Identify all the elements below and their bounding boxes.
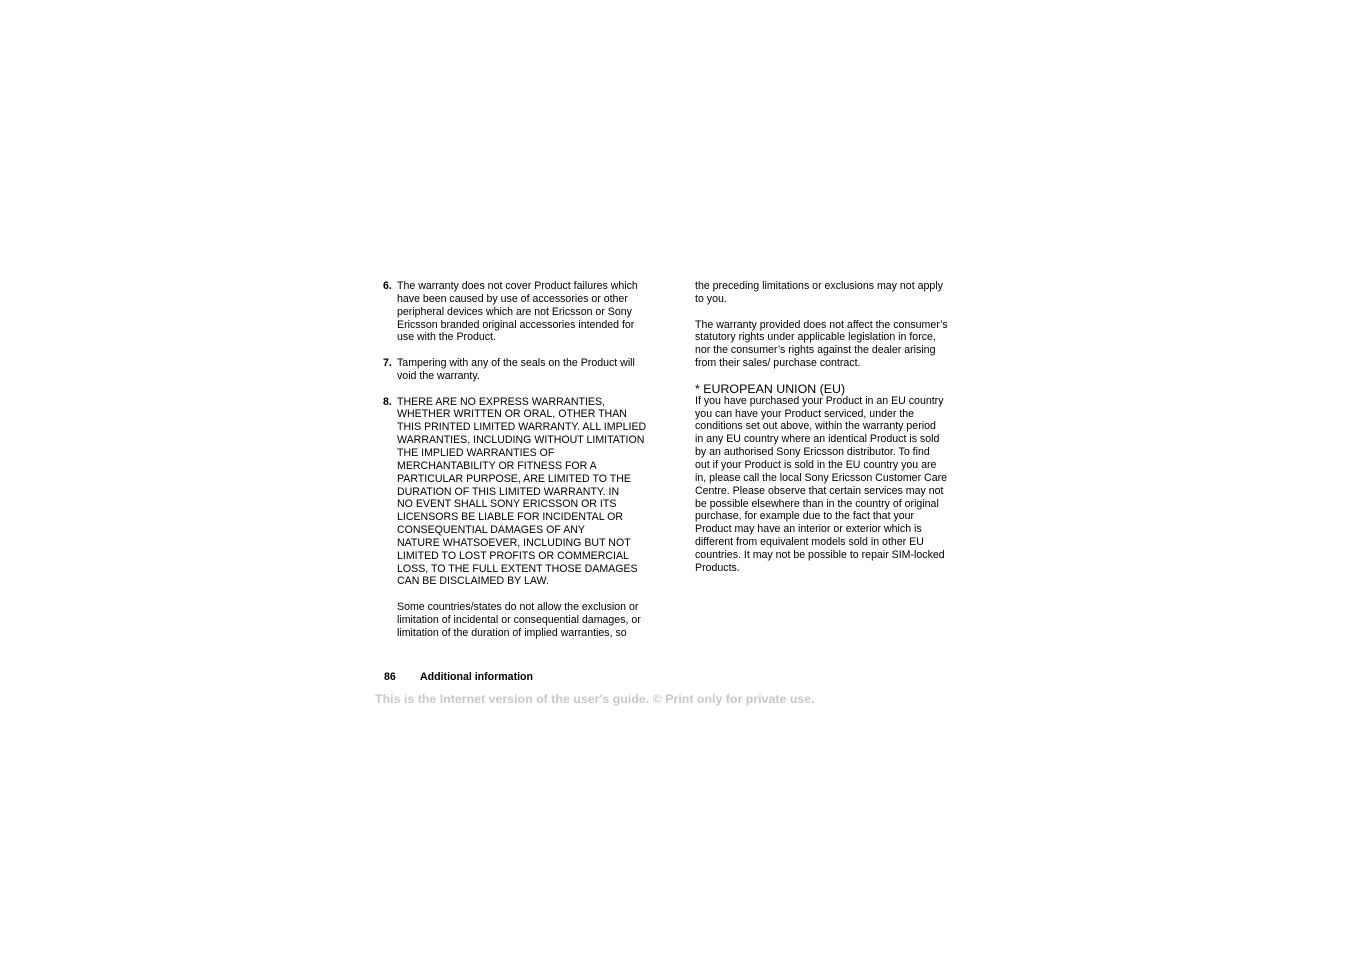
watermark-notice: This is the Internet version of the user's guide. © Print only for private use. — [375, 692, 815, 706]
statutory-rights-paragraph: The warranty provided does not affect the consumer’s statutory rights under applicable legislation in force, nor the consumer’s rights against the dealer arising from their sales/ purchase contract. — [695, 318, 948, 370]
right-column — [695, 280, 970, 587]
warranty-item-7 — [383, 357, 668, 383]
limitations-paragraph: Some countries/states do not allow the exclusion or limitation of incidental or consequential damages, or limitation of the duration of implied warranties, so — [397, 601, 641, 639]
page-footer — [384, 671, 533, 683]
item-number: 6. — [383, 280, 392, 292]
left-column — [383, 280, 668, 652]
item-text: Tampering with any of the seals on the Product will void the warranty. — [397, 357, 635, 382]
limitations-continuation: the preceding limitations or exclusions may not apply to you. — [695, 280, 943, 305]
eu-paragraph: If you have purchased your Product in an EU country you can have your Product serviced, under the conditions set out above, within the warranty period in any EU country where an identical Product is sold by an authorised Sony Ericsson distributor. To find out if your Product is sold in the EU country you are in, please call the local Sony Ericsson Customer Care Centre. Please observe that certain services may not be possible elsewhere than in the country of original purchase, for example due to the fact that your Product may have an interior or exterior which is different from equivalent models sold in other EU countries. It may not be possible to repair SIM-locked Products. — [695, 394, 948, 574]
eu-heading: * EUROPEAN UNION (EU) — [695, 381, 846, 396]
item-text: The warranty does not cover Product failures which have been caused by use of accessories or other peripheral devices which are not Ericsson or Sony Ericsson branded original accessories intended for use with the Product. — [397, 280, 638, 344]
section-title: Additional information — [420, 671, 533, 683]
warranty-item-8 — [383, 396, 668, 589]
item-number: 7. — [383, 357, 392, 370]
item-text: THERE ARE NO EXPRESS WARRANTIES, WHETHER WRITTEN OR ORAL, OTHER THAN THIS PRINTED LIMITED WARRANTY. ALL IMPLIED WARRANTIES, INCLUDING WITHOUT LIMITATION THE IMPLIED WARRANTIES OF MERCHANTABILITY OR FITNESS FOR A PARTICULAR PURPOSE, ARE LIMITED TO THE DURATION OF THIS LIMITED WARRANTY. IN NO EVENT SHALL SONY ERICSSON OR ITS LICENSORS BE LIABLE FOR INCIDENTAL OR CONSEQUENTIAL DAMAGES OF ANY NATURE WHATSOEVER, INCLUDING BUT NOT LIMITED TO LOST PROFITS OR COMMERCIAL LOSS, TO THE FULL EXTENT THOSE DAMAGES CAN BE DISCLAIMED BY LAW. — [397, 395, 647, 588]
warranty-item-6 — [383, 280, 668, 344]
item-number: 8. — [383, 395, 392, 408]
page-number: 86 — [384, 671, 396, 683]
